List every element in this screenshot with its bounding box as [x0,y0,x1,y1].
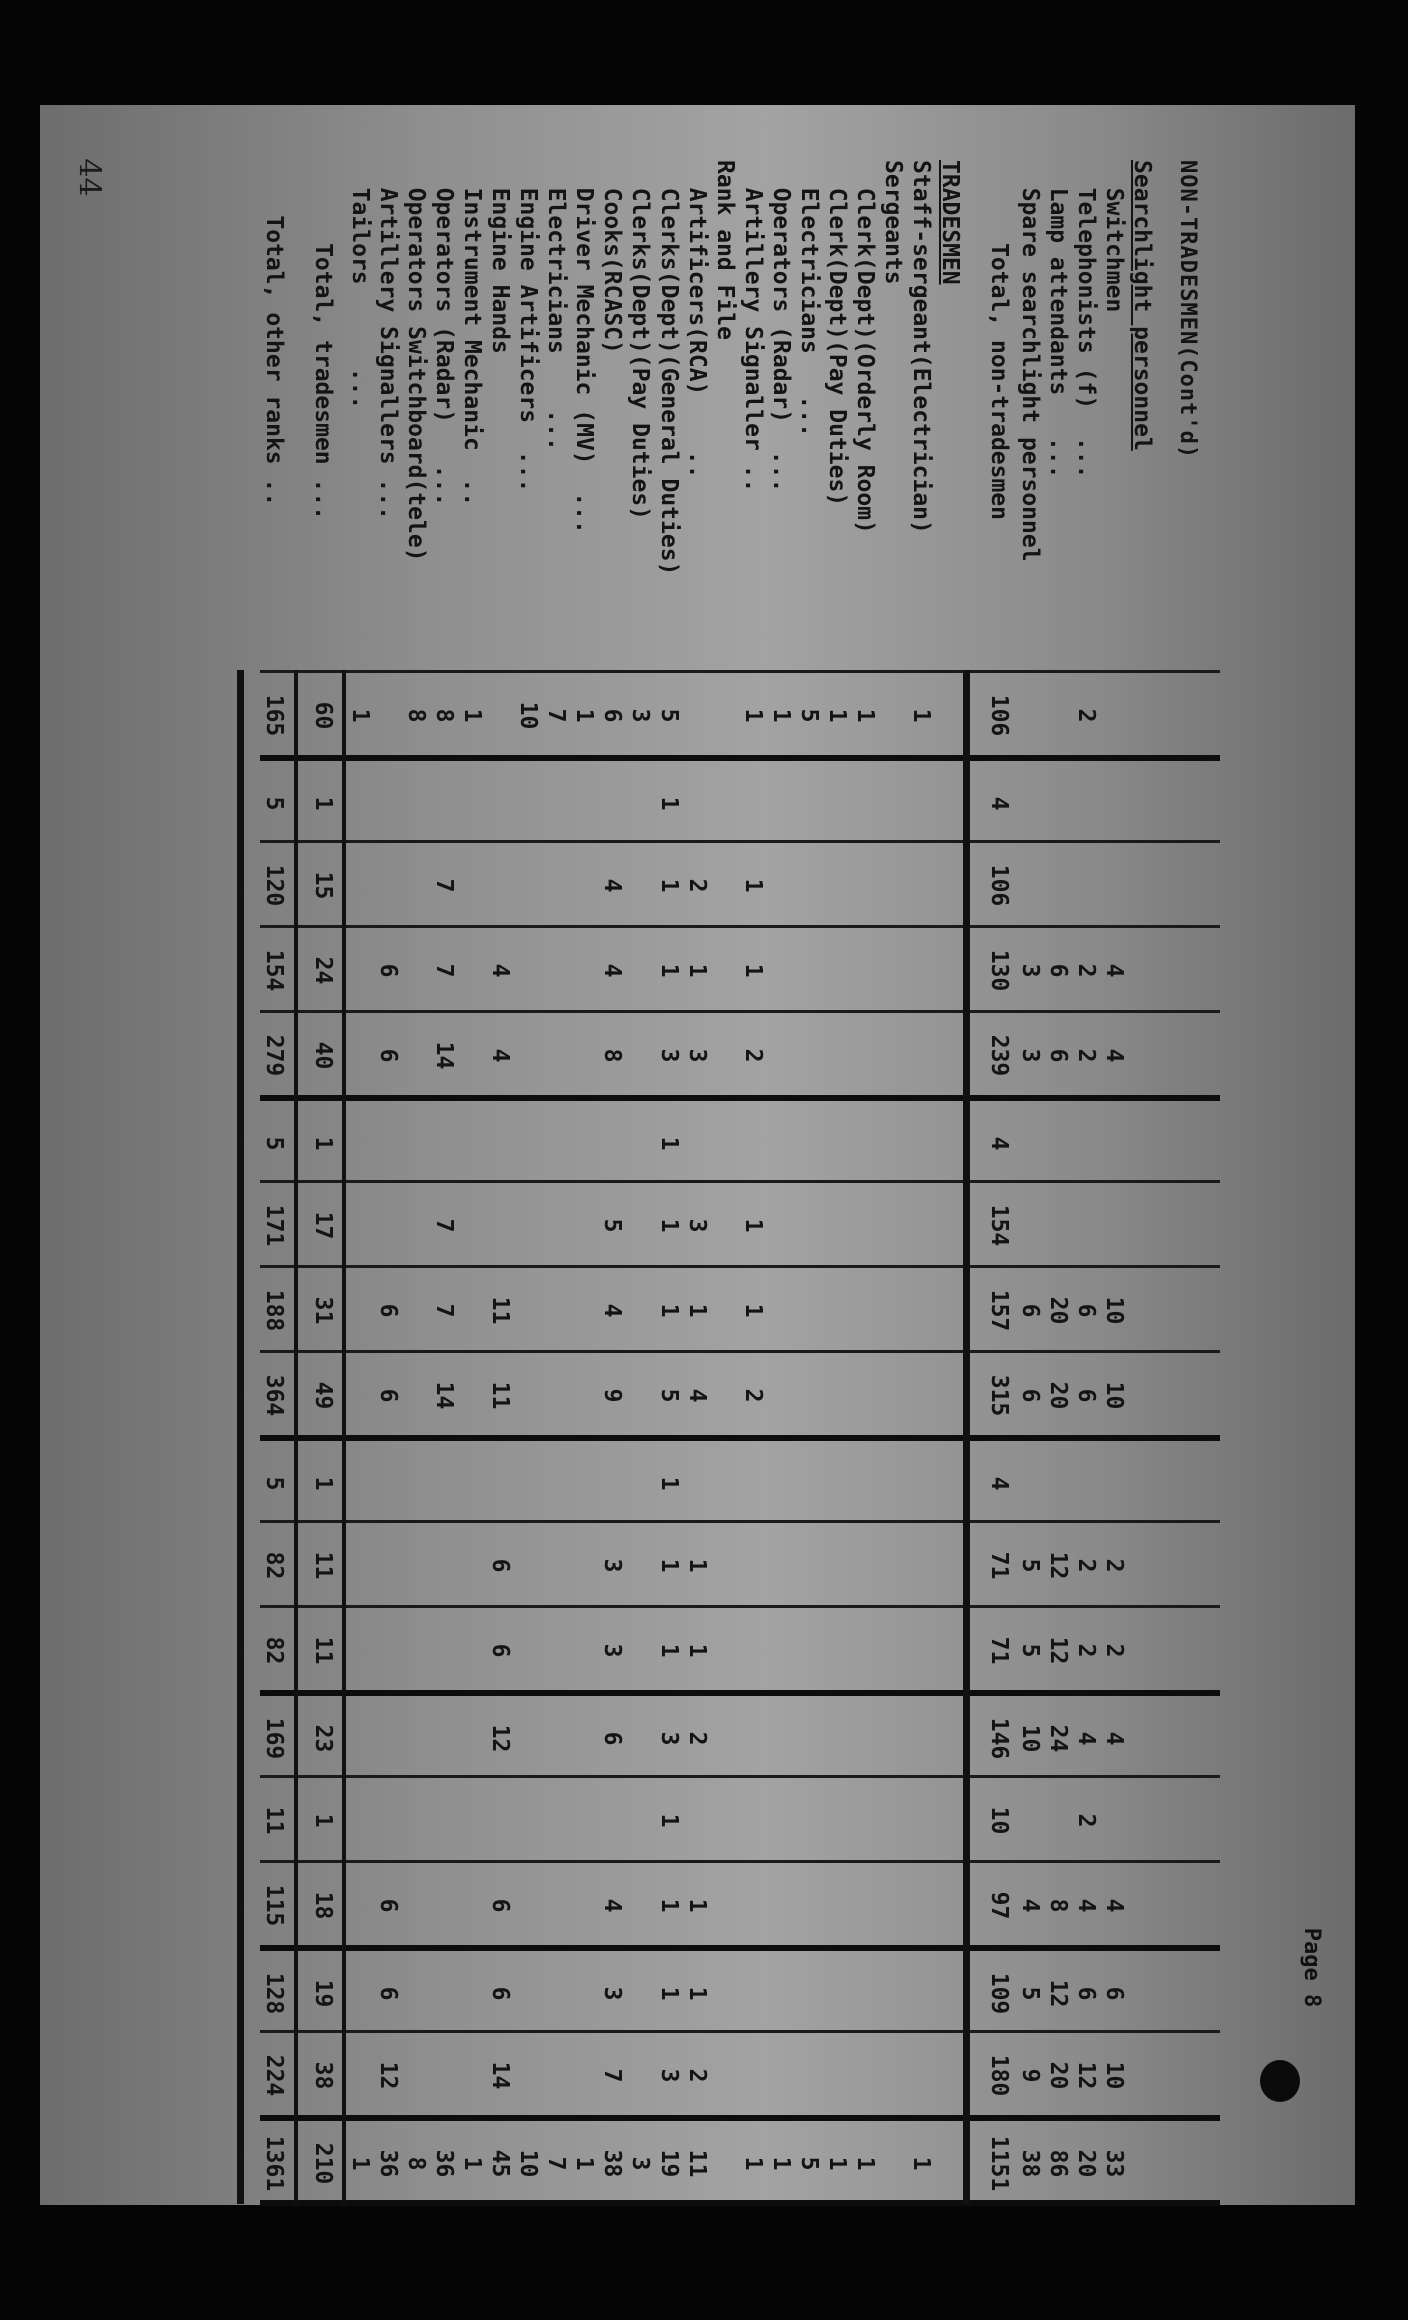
table-cell: 82 [261,1551,288,1580]
table-cell: 165 [261,694,288,737]
row-label: Operators Switchboard(tele) [403,160,429,562]
table-cell: 10 [515,701,542,730]
table-column [260,925,1220,1013]
table-cell: 2 [1072,1643,1099,1658]
table-cell: 1 [459,2156,486,2171]
table-cell: 8 [403,708,429,723]
row-label: Searchlight personnel [1128,160,1155,451]
table-cell: 12 [1072,2061,1099,2090]
table-cell: 38 [310,2061,337,2090]
table-cell: 364 [261,1374,288,1417]
table-cell: 20 [1044,1381,1071,1410]
table-cell: 120 [261,864,288,907]
table-cell: 20 [1044,1296,1071,1325]
table-cell: 6 [487,1643,514,1658]
table-cell: 171 [261,1204,288,1247]
table-cell: 6 [374,1303,401,1318]
table-cell: 1 [655,1813,682,1828]
table-cell: 6 [374,1048,401,1063]
table-cell: 49 [310,1381,337,1410]
table-cell: 6 [374,1986,401,2001]
page-label: Page 8 [1299,1927,1325,2008]
table-cell: 4 [1100,963,1127,978]
table-cell: 10 [515,2149,542,2178]
table-cell: 8 [431,708,458,723]
table-cell: 1 [655,1558,682,1573]
table-cell: 38 [599,2149,626,2178]
row-label: Engine Hands [487,160,514,354]
table-rule [237,670,244,2204]
row-label: Sergeants [880,160,907,285]
table-cell: 1 [655,878,682,893]
table-cell: 71 [986,1636,1013,1665]
row-label: Instrument Mechanic .. [459,160,486,507]
table-column [260,1095,1220,1186]
table-cell: 7 [431,1218,458,1233]
table-column [260,1945,1220,2036]
table-cell: 4 [986,1136,1013,1151]
row-label: Electricians ... [543,160,570,451]
table-cell: 11 [261,1806,288,1835]
table-cell: 1 [655,963,682,978]
table-cell: 106 [986,694,1013,737]
table-cell: 1 [310,1136,337,1151]
table-column [260,1690,1220,1781]
table-cell: 1 [310,796,337,811]
row-label: Tailors ... [346,160,373,410]
table-cell: 36 [431,2149,458,2178]
table-cell: 8 [1044,1898,1071,1913]
table-column [260,1010,1220,1098]
table-cell: 24 [310,956,337,985]
table-cell: 106 [986,864,1013,907]
table-cell: 12 [1044,1551,1071,1580]
table-cell: 5 [261,1476,288,1491]
table-cell: 10 [986,1806,1013,1835]
table-cell: 4 [599,1898,626,1913]
table-cell: 2 [1072,963,1099,978]
table-cell: 6 [599,1731,626,1746]
table-cell: 115 [261,1884,288,1927]
table-cell: 6 [1044,963,1071,978]
rotated-document [260,160,1220,2200]
table-cell: 3 [1016,963,1043,978]
table-cell: 4 [1072,1731,1099,1746]
table-cell: 2 [739,1048,766,1063]
row-label: Switchmen [1100,160,1127,313]
row-label: Total, other ranks .. [261,160,288,507]
table-cell: 2 [683,2068,710,2083]
table-cell: 2 [1072,708,1099,723]
table-column [260,1605,1220,1693]
table-cell: 4 [1072,1898,1099,1913]
table-border [260,2200,1220,2210]
table-cell: 1 [683,1558,710,1573]
table-cell: 24 [1044,1724,1071,1753]
table-cell: 154 [986,1204,1013,1247]
table-cell: 1361 [261,2135,288,2192]
row-label: Telephonists (f) ... [1072,160,1099,479]
row-label: Artillery Signaller .. [739,160,766,493]
table-cell: 1 [571,2156,598,2171]
table-cell: 1 [655,1986,682,2001]
table-cell: 1 [739,1303,766,1318]
table-cell: 1 [346,708,373,723]
table-cell: 17 [310,1211,337,1240]
table-cell: 315 [986,1374,1013,1417]
table-cell: 1 [459,708,486,723]
table-cell: 5 [655,1388,682,1403]
table-cell: 71 [986,1551,1013,1580]
table-cell: 1 [571,708,598,723]
table-cell: 7 [431,1303,458,1318]
row-label: Clerk(Dept)(Pay Duties) [823,160,850,507]
table-cell: 1 [655,1476,682,1491]
table-cell: 6 [1100,1986,1127,2001]
table-cell: 239 [986,1034,1013,1077]
table-cell: 157 [986,1289,1013,1332]
table-cell: 146 [986,1717,1013,1760]
table-cell: 4 [487,1048,514,1063]
table-cell: 7 [431,963,458,978]
table-cell: 128 [261,1972,288,2015]
table-cell: 86 [1044,2149,1071,2178]
row-label: Operators (Radar) ... [431,160,458,507]
table-cell: 6 [374,1898,401,1913]
table-cell: 169 [261,1717,288,1760]
table-column [260,1350,1220,1438]
table-cell: 188 [261,1289,288,1332]
row-label: Rank and File [711,160,738,341]
table-cell: 2 [1072,1813,1099,1828]
table-cell: 1 [655,796,682,811]
table-cell: 11 [487,1381,514,1410]
table-cell: 5 [261,796,288,811]
section-heading: NON-TRADESMEN(Cont'd) [1175,160,1200,460]
table-cell: 1 [908,2156,935,2171]
table-cell: 109 [986,1972,1013,2015]
table-cell: 4 [1100,1048,1127,1063]
table-cell: 8 [403,2156,429,2171]
table-cell: 2 [739,1388,766,1403]
table-cell: 3 [655,1731,682,1746]
row-label: Artillery Signallers ... [374,160,401,521]
table-cell: 5 [1016,1558,1043,1573]
row-label: Lamp attendants ... [1044,160,1071,479]
table-cell: 3 [683,1048,710,1063]
table-cell: 8 [599,1048,626,1063]
table-cell: 6 [1016,1388,1043,1403]
table-column [260,1180,1220,1268]
table-cell: 11 [310,1636,337,1665]
table-cell: 31 [310,1296,337,1325]
table-column [260,1860,1220,1948]
table-cell: 1 [655,1898,682,1913]
table-cell: 2 [683,878,710,893]
table-cell: 4 [1100,1898,1127,1913]
table-cell: 1 [851,2156,878,2171]
table-cell: 97 [986,1891,1013,1920]
table-cell: 7 [543,2156,570,2171]
table-cell: 10 [1100,2061,1127,2090]
table-cell: 40 [310,1041,337,1070]
table-cell: 2 [1072,1558,1099,1573]
data-table [260,670,1220,2200]
table-rule [963,670,970,2204]
table-column [260,840,1220,928]
table-cell: 210 [310,2142,337,2185]
table-cell: 279 [261,1034,288,1077]
table-cell: 1 [739,708,766,723]
row-label: TRADESMEN [937,160,964,285]
table-cell: 1 [346,2156,373,2171]
table-cell: 6 [1072,1303,1099,1318]
table-cell: 10 [1016,1724,1043,1753]
table-cell: 3 [599,1986,626,2001]
table-cell: 4 [1100,1731,1127,1746]
table-cell: 18 [310,1891,337,1920]
table-cell: 6 [374,963,401,978]
table-cell: 23 [310,1724,337,1753]
table-cell: 180 [986,2054,1013,2097]
table-cell: 19 [655,2149,682,2178]
row-label: Total, non-tradesmen [986,160,1013,521]
table-cell: 1 [683,1303,710,1318]
table-cell: 1 [908,708,935,723]
table-cell: 1 [655,1643,682,1658]
table-cell: 4 [1016,1898,1043,1913]
row-label: Driver Mechanic (MV) ... [571,160,598,534]
table-cell: 2 [683,1731,710,1746]
table-cell: 4 [487,963,514,978]
table-cell: 6 [1072,1388,1099,1403]
table-cell: 130 [986,949,1013,992]
table-cell: 14 [431,1041,458,1070]
table-cell: 1 [655,1303,682,1318]
table-cell: 4 [599,1303,626,1318]
table-cell: 3 [683,1218,710,1233]
row-label: Cooks(RCASC) [599,160,626,354]
table-cell: 2 [1072,1048,1099,1063]
table-column [260,1775,1220,1863]
row-label: Engine Artificers ... [515,160,542,493]
table-column [260,2115,1220,2206]
table-cell: 1 [655,1218,682,1233]
table-cell: 4 [599,878,626,893]
table-cell: 2 [1100,1643,1127,1658]
table-cell: 20 [1072,2149,1099,2178]
table-cell: 12 [1044,1636,1071,1665]
table-cell: 3 [1016,1048,1043,1063]
table-column [260,755,1220,846]
table-rule [294,670,298,2204]
table-cell: 11 [310,1551,337,1580]
table-cell: 1 [767,2156,794,2171]
table-cell: 154 [261,949,288,992]
table-cell: 3 [655,1048,682,1063]
table-column [260,1435,1220,1526]
table-cell: 3 [599,1558,626,1573]
table-cell: 1 [739,1218,766,1233]
table-cell: 6 [1072,1986,1099,2001]
table-cell: 3 [599,1643,626,1658]
table-cell: 45 [487,2149,514,2178]
row-label: Clerk(Dept)(Orderly Room) [851,160,878,534]
table-cell: 60 [310,701,337,730]
table-cell: 1 [739,963,766,978]
table-cell: 12 [487,1724,514,1753]
table-cell: 5 [795,708,822,723]
table-cell: 1 [310,1476,337,1491]
table-cell: 11 [683,2149,710,2178]
table-cell: 3 [627,708,654,723]
table-cell: 1 [683,1986,710,2001]
table-cell: 11 [487,1296,514,1325]
table-cell: 1 [823,2156,850,2171]
table-cell: 1 [655,1136,682,1151]
table-cell: 9 [1016,2068,1043,2083]
table-cell: 38 [1016,2149,1043,2178]
table-cell: 10 [1100,1296,1127,1325]
table-cell: 5 [795,2156,822,2171]
table-cell: 6 [1044,1048,1071,1063]
table-cell: 5 [1016,1986,1043,2001]
table-cell: 20 [1044,2061,1071,2090]
table-cell: 9 [599,1388,626,1403]
row-label: Clerks(Dept)(General Duties) [655,160,682,576]
table-cell: 1 [739,878,766,893]
table-cell: 6 [487,1986,514,2001]
table-cell: 14 [487,2061,514,2090]
table-cell: 7 [543,708,570,723]
table-cell: 3 [627,2156,654,2171]
table-column [260,670,1220,758]
table-cell: 7 [431,878,458,893]
table-cell: 36 [374,2149,401,2178]
table-cell: 6 [487,1898,514,1913]
table-cell: 2 [1100,1558,1127,1573]
table-rule [342,670,346,2204]
row-label: Operators (Radar) ... [767,160,794,493]
row-label: Clerks(Dept)(Pay Duties) [627,160,654,521]
table-cell: 5 [261,1136,288,1151]
table-cell: 82 [261,1636,288,1665]
table-cell: 1 [767,708,794,723]
row-label: Staff-sergeant(Electrician) [908,160,935,534]
table-column [260,2030,1220,2118]
row-label: Spare searchlight personnel [1016,160,1043,562]
table-cell: 7 [599,2068,626,2083]
handwritten-annotation: 44 [71,158,107,197]
table-cell: 5 [655,708,682,723]
table-cell: 12 [374,2061,401,2090]
table-cell: 6 [374,1388,401,1403]
table-cell: 1 [739,2156,766,2171]
table-cell: 6 [487,1558,514,1573]
table-cell: 4 [599,963,626,978]
table-cell: 4 [986,796,1013,811]
table-cell: 14 [431,1381,458,1410]
table-cell: 6 [1016,1303,1043,1318]
row-label: Electricians ... [795,160,822,437]
table-cell: 4 [683,1388,710,1403]
table-cell: 1 [851,708,878,723]
table-column [260,1520,1220,1608]
table-cell: 1 [683,1643,710,1658]
table-cell: 12 [1044,1979,1071,2008]
table-cell: 1 [683,1898,710,1913]
table-cell: 1 [310,1813,337,1828]
table-cell: 10 [1100,1381,1127,1410]
table-cell: 1 [823,708,850,723]
table-cell: 1151 [986,2135,1013,2192]
table-cell: 15 [310,871,337,900]
table-column [260,1265,1220,1353]
row-label: Artificers(RCA) .. [683,160,710,479]
table-cell: 33 [1100,2149,1127,2178]
table-cell: 5 [1016,1643,1043,1658]
table-cell: 4 [986,1476,1013,1491]
table-cell: 6 [599,708,626,723]
table-cell: 224 [261,2054,288,2097]
row-label: Total, tradesmen ... [310,160,337,521]
table-cell: 5 [599,1218,626,1233]
table-cell: 19 [310,1979,337,2008]
punch-hole-mark [1260,2060,1300,2102]
table-cell: 1 [683,963,710,978]
table-cell: 3 [655,2068,682,2083]
